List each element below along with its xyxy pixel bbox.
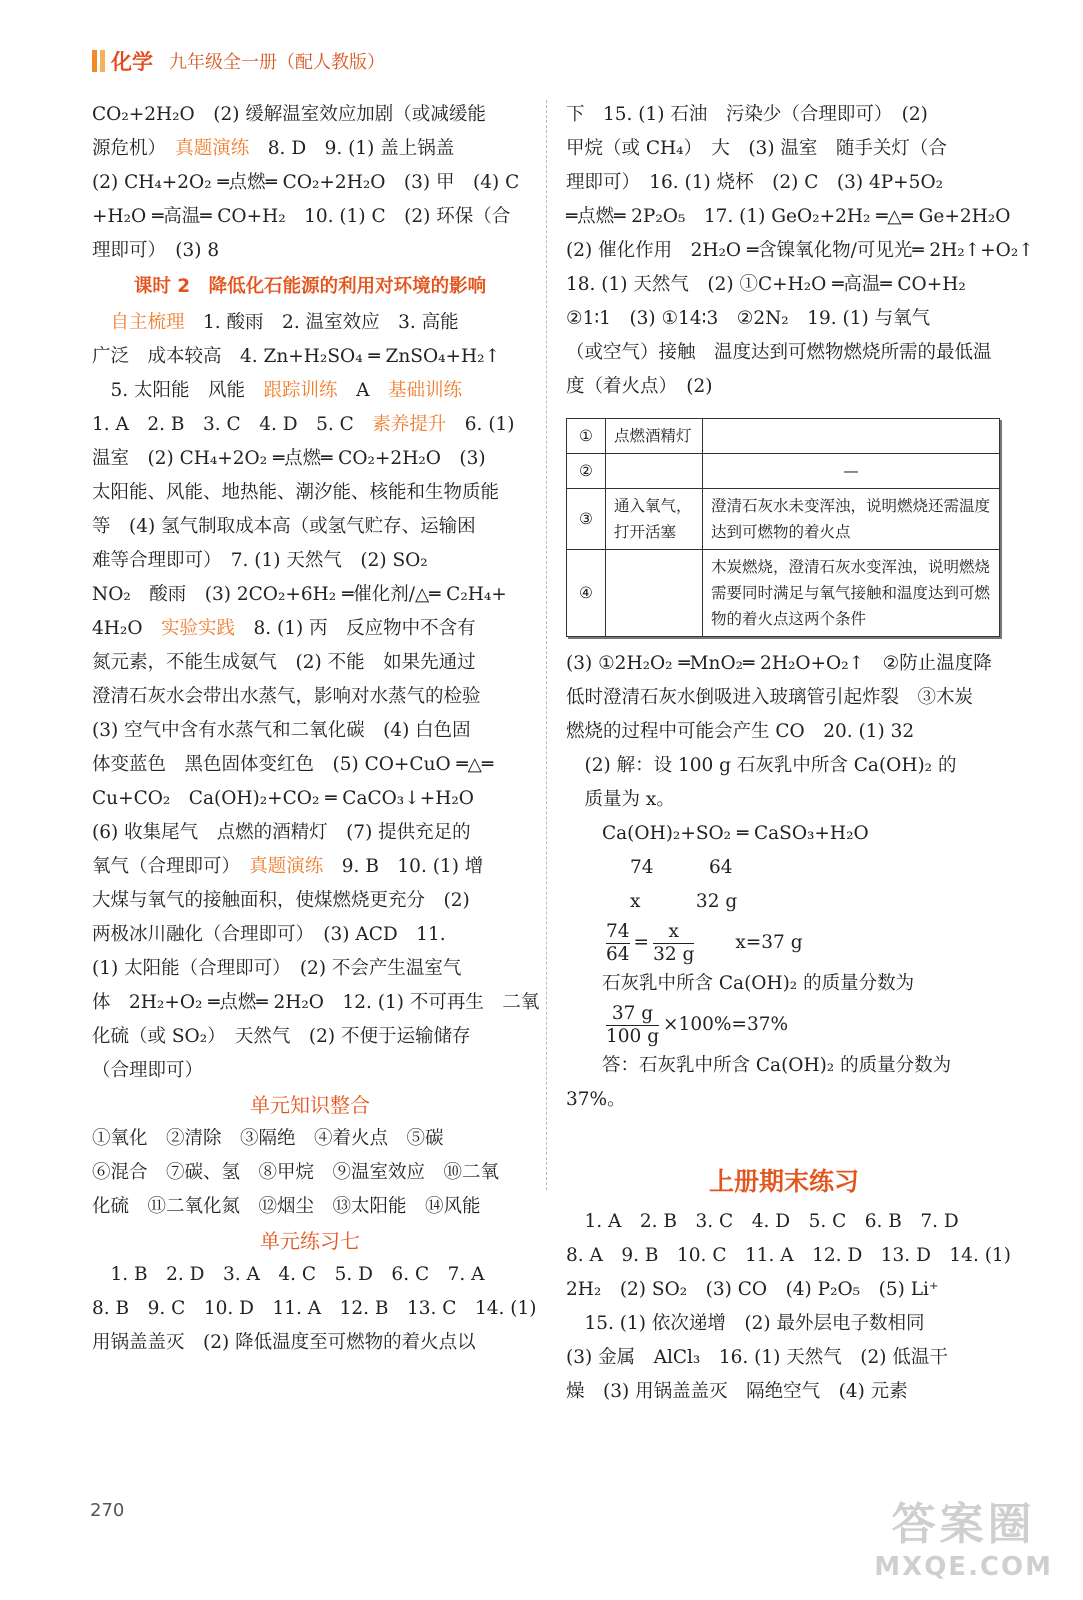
- section-tag: 素养提升: [353, 414, 465, 435]
- table-cell: 木炭燃烧，澄清石灰水变浑浊，说明燃烧需要同时满足与氧气接触和温度达到可燃物的着火点这两个条件: [703, 550, 1000, 637]
- watermark-line2: MXQE.COM: [874, 1552, 1053, 1582]
- answer-line: 难等合理即可） 7. (1) 天然气 (2) SO₂: [92, 550, 428, 571]
- table-cell: [703, 419, 1000, 454]
- header-book-title: 九年级全一册（配人教版）: [169, 52, 385, 73]
- answer-text: 8. (1) 丙 反应物中不含有: [253, 618, 476, 639]
- section-tag: 跟踪训练: [245, 380, 357, 401]
- answer-line: 用锅盖盖灭 (2) 降低温度至可燃物的着火点以: [92, 1332, 476, 1353]
- watermark-logo: [874, 1488, 1053, 1582]
- answer-line: 甲烷（或 CH₄） 大 (3) 温室 随手关灯（合: [566, 138, 947, 159]
- answer-line: 1. B 2. D 3. A 4. C 5. D 6. C 7. A: [92, 1264, 485, 1285]
- page-number: 270: [90, 1500, 125, 1521]
- answer-line: 8. B 9. C 10. D 11. A 12. B 13. C 14. (1): [92, 1298, 537, 1319]
- answer-line: ②1∶1 (3) ①14∶3 ②2N₂ 19. (1) 与氧气: [566, 308, 931, 329]
- answer-text: 8. D 9. (1) 盖上锅盖: [267, 138, 455, 159]
- section-tag: 真题演练: [230, 856, 342, 877]
- answer-line: 8. A 9. B 10. C 11. A 12. D 13. D 14. (1): [566, 1245, 1011, 1266]
- frac-num: 74: [606, 920, 630, 942]
- answer-text: 5. 太阳能 风能: [92, 380, 246, 401]
- answer-line: (3) 金属 AlCl₃ 16. (1) 天然气 (2) 低温干: [566, 1347, 948, 1368]
- answer-line: 理即可） 16. (1) 烧杯 (2) C (3) 4P+5O₂: [566, 172, 944, 193]
- answer-line: 大煤与氧气的接触面积，使煤燃烧更充分 (2): [92, 890, 470, 911]
- answer-line: 温室 (2) CH₄+2O₂ ═点燃═ CO₂+2H₂O (3): [92, 448, 486, 469]
- experiment-table: [566, 418, 1000, 637]
- right-answers-top: [566, 98, 1034, 404]
- table-cell: [606, 550, 703, 637]
- answer-line: 体变蓝色 黑色固体变红色 (5) CO+CuO ═△═: [92, 754, 494, 775]
- header-subject: 化学: [111, 50, 153, 74]
- answer-line: NO₂ 酸雨 (3) 2CO₂+6H₂ ═催化剂/△═ C₂H₄+: [92, 584, 507, 605]
- column-divider: [546, 100, 547, 1190]
- answer-line: [92, 850, 528, 884]
- calc-values: x 32 g: [630, 891, 738, 912]
- frac-den: 100 g: [606, 1025, 660, 1047]
- final-practice-answers: [566, 1205, 1011, 1409]
- right-answers-bottom: [566, 647, 1002, 817]
- section-tag: 真题演练: [156, 138, 268, 159]
- lesson-title: 课时 2 降低化石能源的利用对环境的影响: [133, 276, 487, 297]
- table-cell: ③: [567, 489, 606, 550]
- table-cell: 澄清石灰水未变浑浊，说明燃烧还需温度达到可燃物的着火点: [703, 489, 1000, 550]
- answer-text: 氧气（合理即可）: [92, 856, 231, 877]
- answer-line: CO₂+2H₂O (2) 缓解温室效应加剧（或减缓能: [92, 104, 486, 125]
- right-column: [566, 98, 1034, 1409]
- answer-line: [92, 374, 528, 408]
- answer-line: 度（着火点） (2): [566, 376, 713, 397]
- calc-percent-line: 石灰乳中所含 Ca(OH)₂ 的质量分数为: [602, 973, 915, 994]
- answer-line: （或空气）接触 温度达到可燃物燃烧所需的最低温: [566, 342, 992, 363]
- answer-line: ⑥混合 ⑦碳、氢 ⑧甲烷 ⑨温室效应 ⑩二氧: [92, 1162, 500, 1183]
- answer-line: 氮元素，不能生成氨气 (2) 不能 如果先通过: [92, 652, 476, 673]
- calc-masses: 74 64: [630, 857, 733, 878]
- answer-line: 两极冰川融化（合理即可） (3) ACD 11.: [92, 924, 446, 945]
- table-cell: 点燃酒精灯: [606, 419, 703, 454]
- table-cell: ②: [567, 454, 606, 489]
- section-tag: 基础训练: [369, 380, 462, 401]
- answer-line: ═点燃═ 2P₂O₅ 17. (1) GeO₂+2H₂ ═△═ Ge+2H₂O: [566, 206, 1011, 227]
- table-cell: ①: [567, 419, 606, 454]
- answer-line: 1. A 2. B 3. C 4. D 5. C 6. B 7. D: [566, 1211, 959, 1232]
- section-title: 单元练习七: [260, 1229, 360, 1253]
- section-tag: 自主梳理: [92, 312, 204, 333]
- answer-text: 1. A 2. B 3. C 4. D 5. C: [92, 414, 354, 435]
- answer-line: 低时澄清石灰水倒吸进入玻璃管引起炸裂 ③木炭: [566, 687, 974, 708]
- answer-line: 理即可） (3) 8: [92, 240, 220, 261]
- calc-result: x=37 g: [735, 932, 803, 953]
- calc-percent: [566, 1001, 1002, 1049]
- answer-line: 2H₂ (2) SO₂ (3) CO (4) P₂O₅ (5) Li⁺: [566, 1279, 939, 1300]
- table-cell: ④: [567, 550, 606, 637]
- answer-line: Cu+CO₂ Ca(OH)₂+CO₂ ═ CaCO₃↓+H₂O: [92, 788, 474, 809]
- left-column: [92, 98, 540, 1360]
- answer-line: (6) 收集尾气 点燃的酒精灯 (7) 提供充足的: [92, 822, 471, 843]
- answer-line: [92, 612, 528, 646]
- answer-line: (3) 空气中含有水蒸气和二氧化碳 (4) 白色固: [92, 720, 471, 741]
- frac-den: 32 g: [653, 943, 695, 965]
- answer-line: 太阳能、风能、地热能、潮汐能、核能和生物质能: [92, 482, 500, 503]
- answer-line: 澄清石灰水会带出水蒸气，影响对水蒸气的检验: [92, 686, 481, 707]
- table-cell: [606, 454, 703, 489]
- answer-line: 广泛 成本较高 4. Zn+H₂SO₄ ═ ZnSO₄+H₂↑: [92, 346, 501, 367]
- frac-den: 64: [606, 943, 630, 965]
- answer-text: 源危机）: [92, 138, 157, 159]
- answer-line: 等 (4) 氢气制取成本高（或氢气贮存、运输困: [92, 516, 476, 537]
- answer-line: (2) 催化作用 2H₂O ═含镍氧化物/可见光═ 2H₂↑+O₂↑: [566, 240, 1034, 261]
- table-cell: 通入氧气，打开活塞: [606, 489, 703, 550]
- page-header: [92, 44, 385, 78]
- table-row: [567, 454, 1000, 489]
- answer-text: 9. B 10. (1) 增: [341, 856, 484, 877]
- answer-line: (3) ①2H₂O₂ ═MnO₂═ 2H₂O+O₂↑ ②防止温度降: [566, 653, 992, 674]
- header-logo-bars: [92, 50, 105, 72]
- answer-line: 质量为 x。: [566, 789, 675, 810]
- answer-line: (2) CH₄+2O₂ ═点燃═ CO₂+2H₂O (3) 甲 (4) C: [92, 172, 520, 193]
- answer-line: 燃烧的过程中可能会产生 CO 20. (1) 32: [566, 721, 915, 742]
- final-practice-title: 上册期末练习: [708, 1167, 859, 1196]
- answer-line: 体 2H₂+O₂ ═点燃═ 2H₂O 12. (1) 不可再生 二氧: [92, 992, 540, 1013]
- calc-equation: Ca(OH)₂+SO₂ ═ CaSO₃+H₂O: [602, 823, 869, 844]
- frac-num: 37 g: [606, 1003, 659, 1026]
- calc-answer: 答：石灰乳中所含 Ca(OH)₂ 的质量分数为: [602, 1055, 952, 1076]
- answer-line: 化硫（或 SO₂） 天然气 (2) 不便于运输储存: [92, 1026, 471, 1047]
- table-cell: —: [703, 454, 1000, 489]
- answer-line: ①氧化 ②清除 ③隔绝 ④着火点 ⑤碳: [92, 1128, 444, 1149]
- watermark-line1: 答案圈: [891, 1499, 1036, 1550]
- answer-text: 4H₂O: [92, 618, 143, 639]
- section-title: 单元知识整合: [250, 1093, 370, 1117]
- section-tag: 实验实践: [142, 618, 254, 639]
- calc-proportion: $\frac{74}{64}$ = $\frac{x}{32 g}$ x=37 g: [606, 920, 803, 965]
- table-row: [567, 550, 1000, 637]
- answer-line: 18. (1) 天然气 (2) ①C+H₂O ═高温═ CO+H₂: [566, 274, 966, 295]
- answer-line: [92, 306, 528, 340]
- answer-line: （合理即可）: [92, 1060, 204, 1081]
- calc-percent-result: ×100%=37%: [663, 1014, 789, 1035]
- answer-line: (1) 太阳能（合理即可） (2) 不会产生温室气: [92, 958, 462, 979]
- table-row: [567, 489, 1000, 550]
- answer-line: [92, 408, 528, 442]
- answer-line: 15. (1) 依次递增 (2) 最外层电子数相同: [566, 1313, 925, 1334]
- answer-line: [92, 132, 528, 166]
- answer-text: 6. (1): [464, 414, 515, 435]
- answer-line: 燥 (3) 用锅盖盖灭 隔绝空气 (4) 元素: [566, 1381, 908, 1402]
- answer-line: +H₂O ═高温═ CO+H₂ 10. (1) C (2) 环保（合: [92, 206, 511, 227]
- answer-line: 下 15. (1) 石油 污染少（合理即可） (2): [566, 104, 928, 125]
- answer-text: A: [356, 380, 370, 401]
- answer-text: 1. 酸雨 2. 温室效应 3. 高能: [203, 312, 459, 333]
- frac-num: x: [653, 921, 694, 944]
- answer-line: 化硫 ⑪二氧化氮 ⑫烟尘 ⑬太阳能 ⑭风能: [92, 1196, 481, 1217]
- table-row: [567, 419, 1000, 454]
- answer-line: (2) 解：设 100 g 石灰乳中所含 Ca(OH)₂ 的: [566, 755, 957, 776]
- calc-answer-end: 37%。: [566, 1089, 626, 1110]
